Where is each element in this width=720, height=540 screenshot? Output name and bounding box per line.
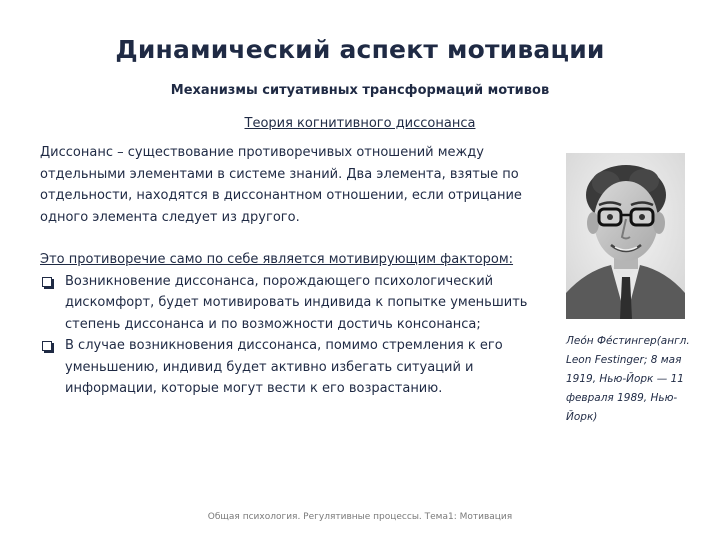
checkbox-bullet-icon	[42, 341, 52, 351]
slide-title: Динамический аспект мотивации	[115, 35, 605, 64]
lead-statement: Это противоречие само по себе является мотивирующим фактором:	[40, 252, 514, 267]
definition-paragraph: Диссонанс – существование противоречивых отношений между отдельными элементами в системе знаний. Два элемента, взятые по отдельности, находятся в диссонантном отношении, если отрицание одного элемента следует из другого.	[40, 145, 522, 225]
checkbox-bullet-icon	[42, 277, 52, 287]
bullet-text: Возникновение диссонанса, порождающего психологический дискомфорт, будет мотивировать индивида к попытке уменьшить степень диссонанса и по возможности достичь консонанса;	[65, 273, 528, 332]
portrait-photo	[566, 153, 685, 319]
photo-caption: Лео́н Фе́стингер(англ. Leon Festinger; 8 мая 1919, Нью-Йорк — 11 февраля 1989, Нью-Йорк)	[566, 335, 690, 423]
bullet-item	[40, 335, 530, 400]
theory-heading: Теория когнитивного диссонанса	[244, 116, 476, 131]
bullet-item	[40, 271, 530, 336]
paragraph-spacer	[40, 228, 530, 249]
body-text	[40, 142, 530, 400]
slide-footer: Общая психология. Регулятивные процессы. Тема1: Мотивация	[207, 512, 513, 522]
bullet-text: В случае возникновения диссонанса, помимо стремления к его уменьшению, индивид будет активно избегать ситуаций и информации, которые могут вести к его возрастанию.	[65, 338, 503, 396]
slide-subtitle: Механизмы ситуативных трансформаций мотивов	[170, 83, 550, 98]
bullet-list	[40, 271, 530, 400]
